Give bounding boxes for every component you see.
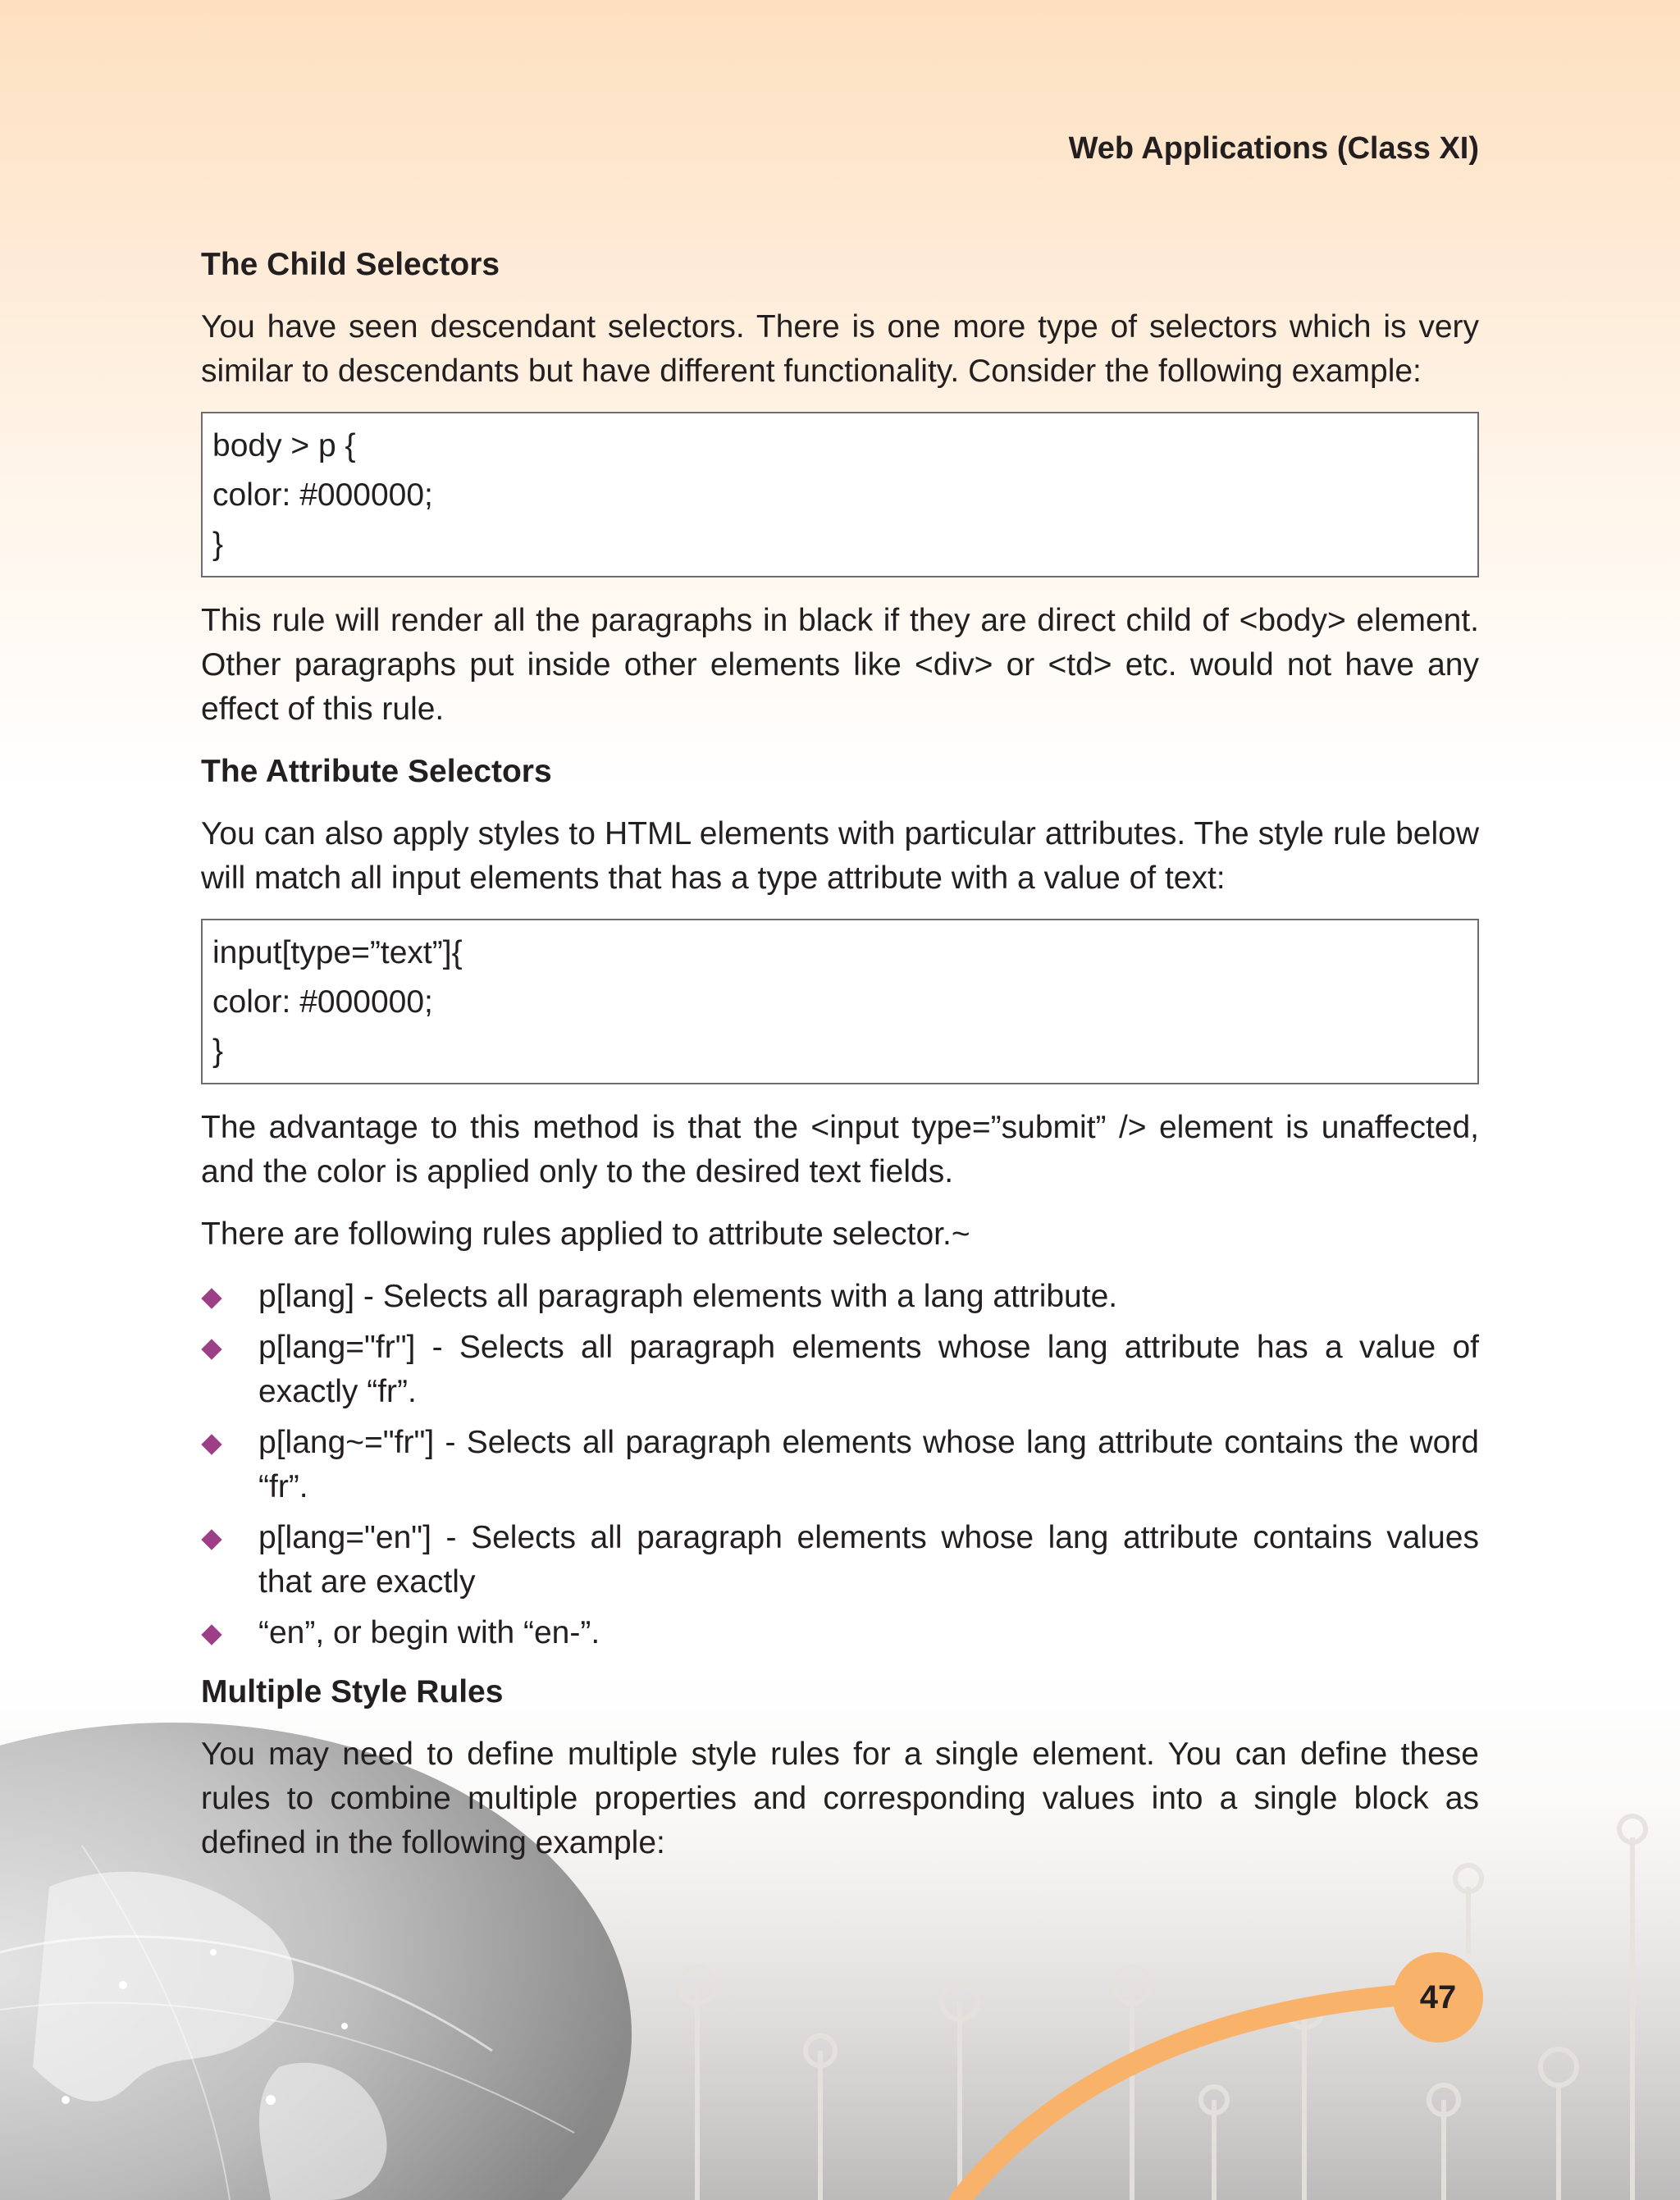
- code-line: color: #000000;: [212, 984, 433, 1020]
- code-line: input[type=”text”]{: [212, 935, 463, 970]
- diamond-bullet-icon: [201, 1339, 221, 1359]
- list-item-text: p[lang="fr"] - Selects all paragraph elements whose lang attribute has a value of exactly “fr”.: [258, 1330, 1479, 1409]
- page-number: 47: [1419, 1979, 1457, 2015]
- paragraph-child-intro: You have seen descendant selectors. There is one more type of selectors which is very similar to descendants but have different functionality. Consider the following example:: [201, 309, 1479, 389]
- paragraph-attribute-advantage: The advantage to this method is that the <input type=”submit” /> element is unaffected, and the color is applied only to the desired text fields.: [201, 1110, 1479, 1189]
- diamond-bullet-icon: [201, 1624, 221, 1645]
- code-line: color: #000000;: [212, 477, 433, 513]
- paragraph-multiple-intro: You may need to define multiple style rules for a single element. You can define these rules to combine multiple properties and corresponding values into a single block as defined in the following example:: [201, 1737, 1479, 1860]
- code-block-child-selector: [201, 412, 1479, 577]
- paragraph-rules-intro: There are following rules applied to attribute selector.~: [201, 1216, 970, 1252]
- section-heading-child-selectors: The Child Selectors: [201, 247, 500, 282]
- paragraph-child-explanation: This rule will render all the paragraphs in black if they are direct child of <body> element. Other paragraphs put inside other elements like <div> or <td> etc. would not have any effect of this rule.: [201, 603, 1479, 727]
- section-heading-multiple-style-rules: Multiple Style Rules: [201, 1674, 504, 1709]
- list-item-text: p[lang="en"] - Selects all paragraph elements whose lang attribute contains values that are exactly: [258, 1520, 1479, 1600]
- section-heading-attribute-selectors: The Attribute Selectors: [201, 754, 552, 789]
- diamond-bullet-icon: [201, 1288, 221, 1308]
- running-title: Web Applications (Class XI): [1068, 131, 1479, 166]
- list-item: [201, 1326, 1479, 1414]
- code-line: body > p {: [212, 428, 356, 463]
- code-line: }: [212, 1034, 224, 1069]
- diamond-bullet-icon: [201, 1529, 221, 1550]
- list-item: [201, 1275, 1479, 1319]
- list-item: [201, 1516, 1479, 1604]
- code-line: }: [212, 527, 224, 562]
- list-item: [201, 1421, 1479, 1509]
- list-item-text: p[lang] - Selects all paragraph elements with a lang attribute.: [258, 1279, 1118, 1314]
- attribute-rules-list: [201, 1275, 1479, 1655]
- list-item-text: “en”, or begin with “en-”.: [258, 1615, 600, 1650]
- code-block-attribute-selector: [201, 919, 1479, 1084]
- list-item: [201, 1611, 1479, 1655]
- diamond-bullet-icon: [201, 1434, 221, 1454]
- paragraph-attribute-intro: You can also apply styles to HTML elements with particular attributes. The style rule below will match all input elements that has a type attribute with a value of text:: [201, 816, 1479, 896]
- page-number-badge: [1393, 1952, 1483, 2043]
- main-content: [201, 243, 1479, 1883]
- list-item-text: p[lang~="fr"] - Selects all paragraph elements whose lang attribute contains the word “fr”.: [258, 1425, 1479, 1504]
